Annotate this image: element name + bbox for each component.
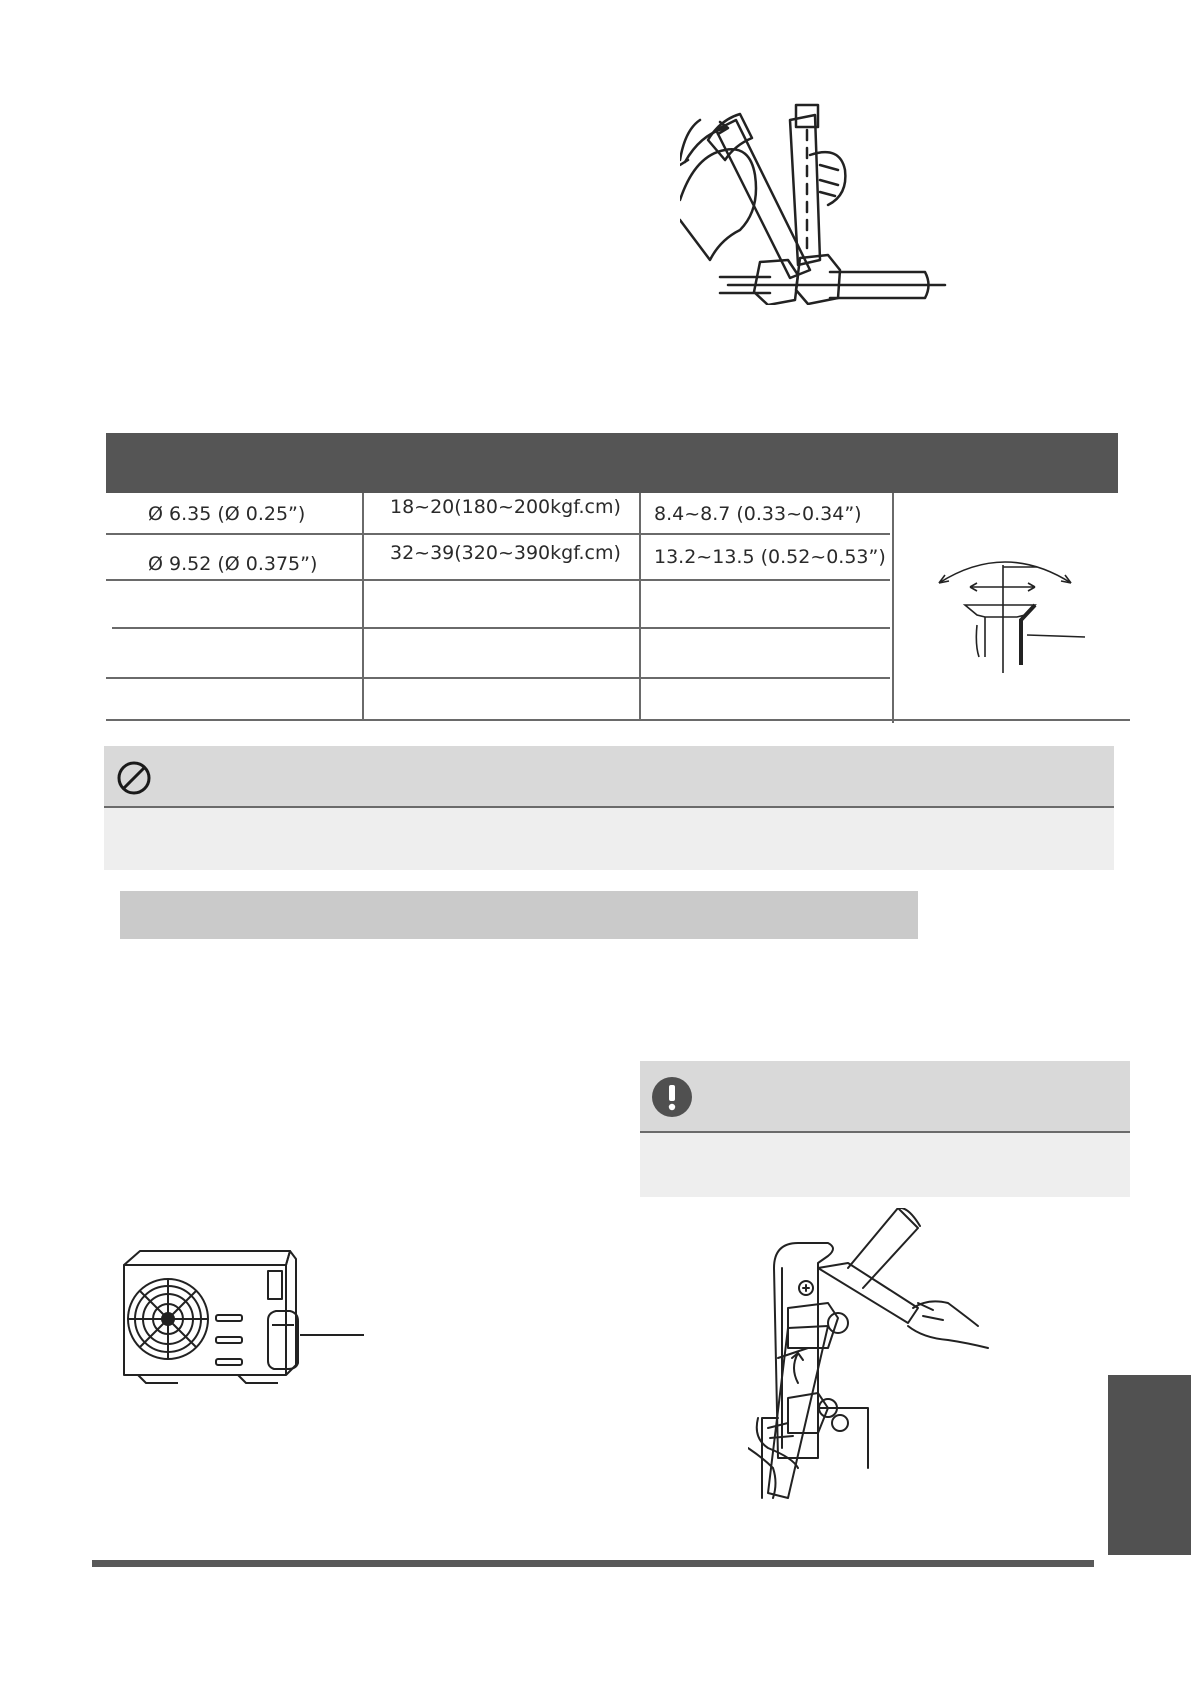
prohibition-notice-header bbox=[104, 746, 1114, 806]
pipe-size-cell: Ø 9.52 (Ø 0.375”) bbox=[148, 553, 318, 575]
prohibition-notice-body bbox=[104, 808, 1114, 870]
table-column-divider bbox=[639, 493, 641, 719]
flare-shape-diagram bbox=[935, 545, 1095, 675]
table-column-divider bbox=[362, 493, 364, 719]
outdoor-unit-illustration bbox=[118, 1245, 368, 1385]
caution-notice-body bbox=[640, 1133, 1130, 1197]
wrench-tightening-illustration bbox=[680, 100, 960, 305]
pipe-size-cell: Ø 6.35 (Ø 0.25”) bbox=[148, 503, 306, 525]
flare-dimension-cell: 8.4~8.7 (0.33~0.34”) bbox=[654, 503, 862, 525]
torque-cell: 18~20(180~200kgf.cm) bbox=[390, 496, 621, 518]
table-row-divider bbox=[106, 533, 890, 535]
table-row-divider bbox=[112, 627, 890, 629]
page-bottom-rule bbox=[92, 1560, 1094, 1567]
exclamation-icon bbox=[651, 1076, 693, 1118]
table-row-divider bbox=[106, 677, 890, 679]
table-bottom-rule bbox=[106, 719, 1130, 721]
chapter-side-tab bbox=[1108, 1375, 1191, 1555]
valve-tightening-illustration bbox=[748, 1208, 1008, 1508]
prohibit-icon bbox=[116, 760, 152, 796]
table-column-divider bbox=[892, 493, 894, 723]
torque-table-header bbox=[106, 433, 1118, 493]
section-heading-bar bbox=[120, 891, 918, 939]
torque-cell: 32~39(320~390kgf.cm) bbox=[390, 542, 621, 564]
table-row-divider bbox=[106, 579, 890, 581]
flare-dimension-cell: 13.2~13.5 (0.52~0.53”) bbox=[654, 546, 886, 568]
caution-notice-header bbox=[640, 1061, 1130, 1131]
